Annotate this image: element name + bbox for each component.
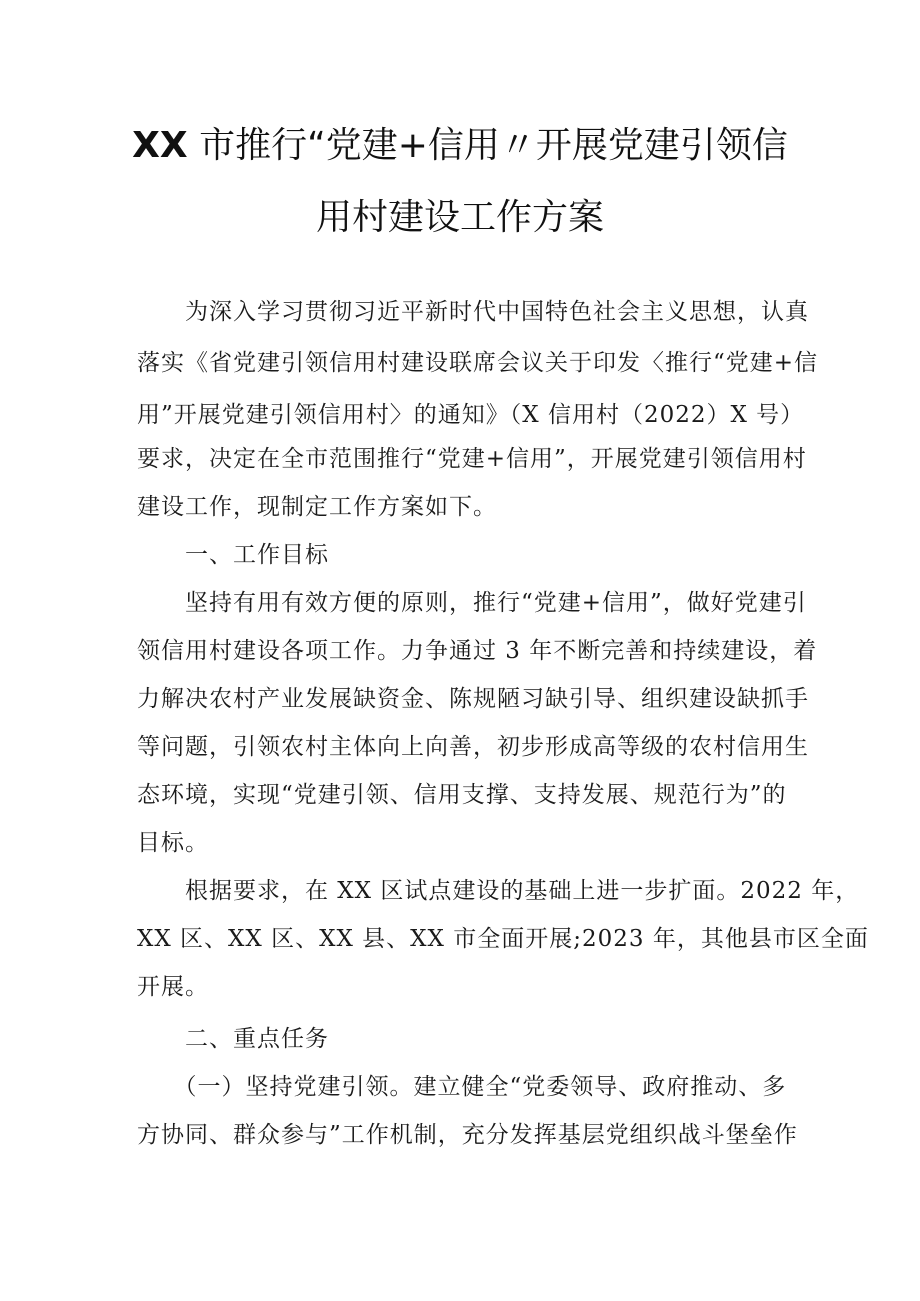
document-title-line-1 xyxy=(0,124,920,168)
body-line: 开展。 xyxy=(137,974,209,1000)
body-line: 用”开展党建引领信用村〉的通知》（X 信用村（2022）X 号） xyxy=(137,402,805,428)
body-line: 为深入学习贯彻习近平新时代中国特色社会主义思想，认真 xyxy=(137,299,809,325)
section-heading-tasks: 二、重点任务 xyxy=(137,1026,329,1052)
body-line: 目标。 xyxy=(137,830,209,856)
body-line: 根据要求，在 XX 区试点建设的基础上进一步扩面。2022 年， xyxy=(137,878,860,904)
body-line: 等问题，引领农村主体向上向善，初步形成高等级的农村信用生 xyxy=(137,734,809,760)
body-line: 领信用村建设各项工作。力争通过 3 年不断完善和持续建设，着 xyxy=(137,638,818,664)
body-line: XX 区、XX 区、XX 县、XX 市全面开展;2023 年，其他县市区全面 xyxy=(137,926,869,952)
body-line: 坚持有用有效方便的原则，推行“党建+信用”，做好党建引 xyxy=(137,590,807,616)
body-line: 要求，决定在全市范围推行“党建+信用”，开展党建引领信用村 xyxy=(137,446,807,472)
title-line-1-text: 市推行“党建+信用〃开展党建引领信 xyxy=(187,125,788,166)
section-heading-goals: 一、工作目标 xyxy=(137,542,329,568)
body-line: 落实《省党建引领信用村建设联席会议关于印发〈推行“党建+信 xyxy=(137,350,819,376)
body-line: 方协同、群众参与”工作机制，充分发挥基层党组织战斗堡垒作 xyxy=(137,1122,798,1148)
body-line: 态环境，实现“党建引领、信用支撑、支持发展、规范行为”的 xyxy=(137,782,787,808)
body-line: （一）坚持党建引领。建立健全“党委领导、政府推动、多 xyxy=(137,1074,787,1100)
body-line: 力解决农村产业发展缺资金、陈规陋习缺引导、组织建设缺抓手 xyxy=(137,686,809,712)
body-line: 建设工作，现制定工作方案如下。 xyxy=(137,494,497,520)
title-xx-prefix: XX xyxy=(132,125,188,166)
document-title-line-2: 用村建设工作方案 xyxy=(315,197,604,238)
